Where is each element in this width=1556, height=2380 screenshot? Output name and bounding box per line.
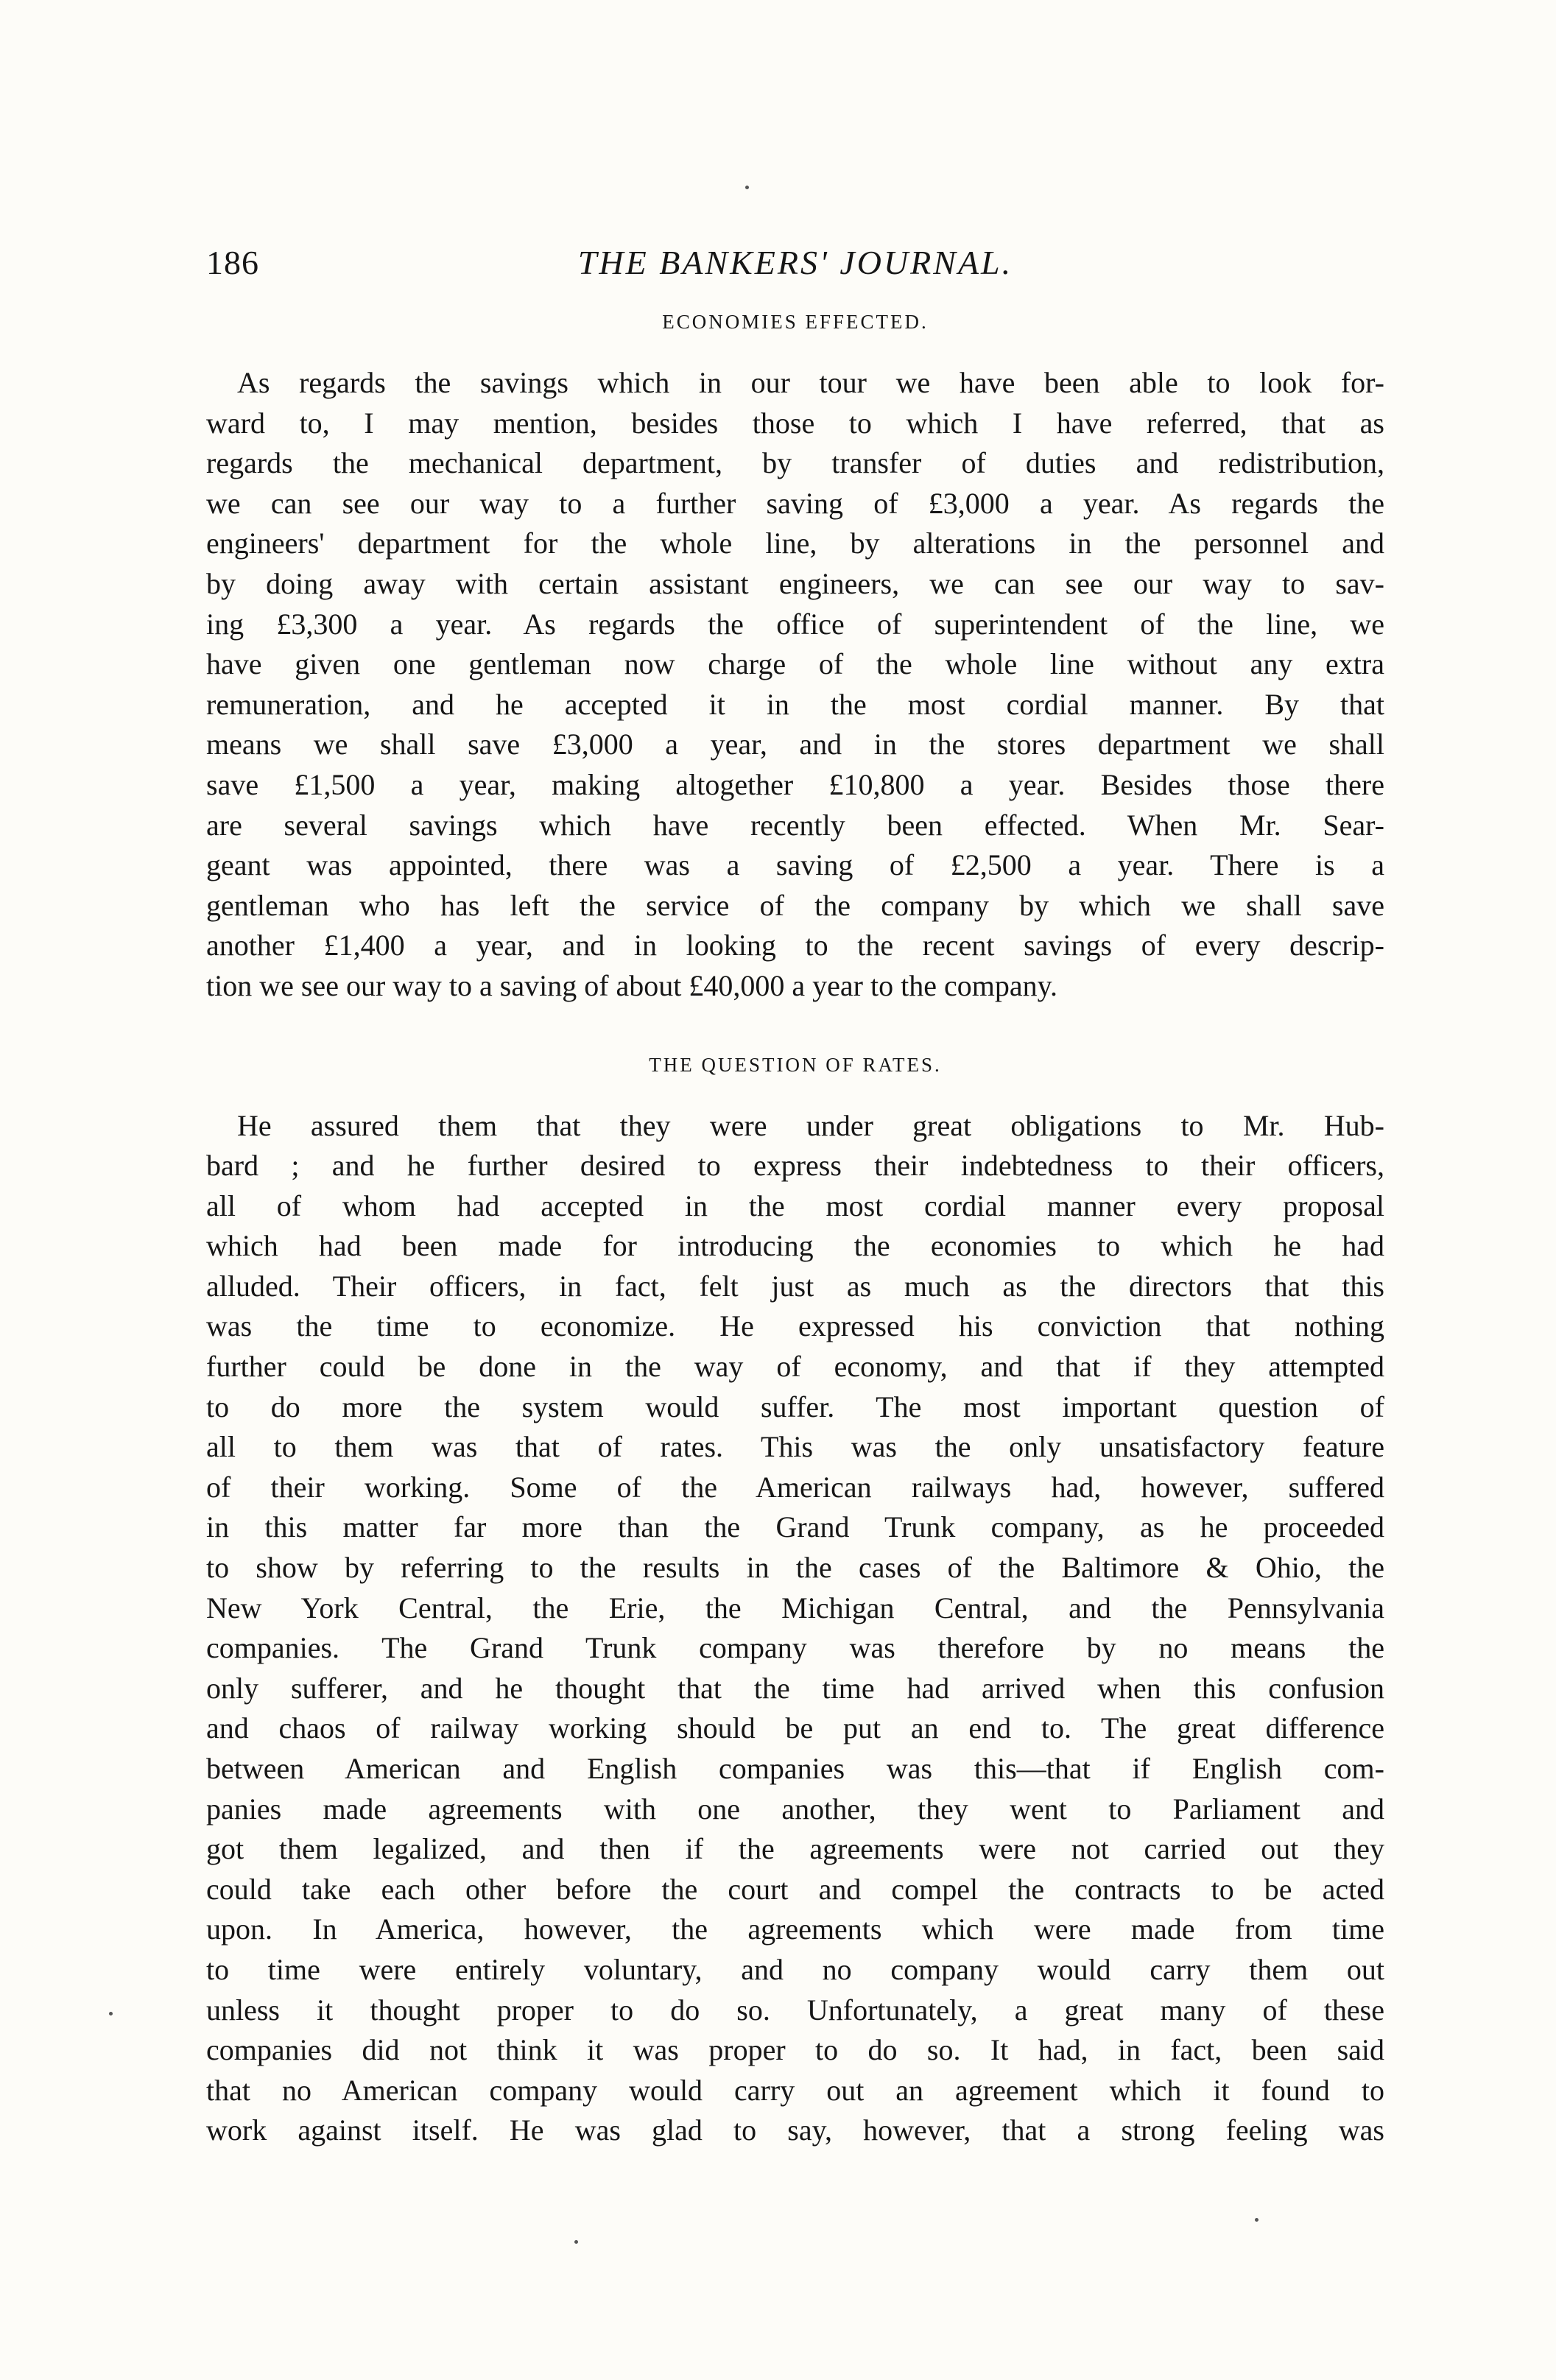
text-line: geant was appointed, there was a saving of £2,500 a year. There is a [206,848,1384,882]
journal-page [206,243,1384,2151]
text-line: could take each other before the court and compel the contracts to be acted [206,1872,1384,1906]
text-line: bard ; and he further desired to express their indebtedness to their officers, [206,1149,1384,1183]
text-line: another £1,400 a year, and in looking to the recent savings of every descrip- [206,929,1384,962]
text-line: in this matter far more than the Grand Trunk company, as he proceeded [206,1510,1384,1544]
section-economies-effected [206,311,1384,1007]
text-line: are several savings which have recently been effected. When Mr. Sear- [206,808,1384,842]
text-line: have given one gentleman now charge of the whole line without any extra [206,647,1384,681]
text-line: engineers' department for the whole line, by alterations in the personnel and [206,527,1384,560]
text-line: means we shall save £3,000 a year, and in the stores department we shall [206,728,1384,761]
text-line: tion we see our way to a saving of about £40,000 a year to the company. [206,968,1057,1002]
text-line: to show by referring to the results in the cases of the Baltimore & Ohio, the [206,1551,1384,1585]
paragraph [206,363,1384,1007]
text-line: ing £3,300 a year. As regards the office of superintendent of the line, we [206,607,1384,641]
text-line: to time were entirely voluntary, and no company would carry them out [206,1952,1384,1986]
print-speck [745,186,749,189]
text-line: and chaos of railway working should be put an end to. The great difference [206,1711,1384,1745]
page-number: 186 [206,244,259,281]
text-line: save £1,500 a year, making altogether £10,800 a year. Besides those there [206,767,1384,801]
text-line: unless it thought proper to do so. Unfortunately, a great many of these [206,1993,1384,2027]
text-line: was the time to economize. He expressed his conviction that nothing [206,1309,1384,1343]
text-line: to do more the system would suffer. The most important question of [206,1390,1384,1423]
text-line: which had been made for introducing the economies to which he had [206,1229,1384,1263]
text-line: by doing away with certain assistant engineers, we can see our way to sav- [206,566,1384,600]
text-line: As regards the savings which in our tour we have been able to look for- [237,366,1384,399]
section-heading: THE QUESTION OF RATES. [649,1053,942,1076]
running-head [206,243,1384,295]
text-line: of their working. Some of the American railways had, however, suffered [206,1470,1384,1504]
text-line: between American and English companies was this—that if English com- [206,1752,1384,1785]
print-speck [574,2240,578,2244]
text-line: gentleman who has left the service of the company by which we shall save [206,888,1384,922]
text-line: work against itself. He was glad to say, however, that a strong feeling was [206,2113,1384,2147]
text-line: further could be done in the way of economy, and that if they attempted [206,1350,1384,1384]
print-speck [1255,2218,1258,2222]
text-line: companies. The Grand Trunk company was therefore by no means the [206,1631,1384,1665]
text-line: got them legalized, and then if the agreements were not carried out they [206,1832,1384,1866]
print-speck [109,2012,113,2015]
paragraph [206,1106,1384,2151]
text-line: all of whom had accepted in the most cordial manner every proposal [206,1189,1384,1222]
text-line: alluded. Their officers, in fact, felt just as much as the directors that this [206,1269,1384,1303]
section-heading: ECONOMIES EFFECTED. [662,311,929,333]
text-line: that no American company would carry out an agreement which it found to [206,2073,1384,2107]
text-line: ward to, I may mention, besides those to which I have referred, that as [206,406,1384,440]
section-question-of-rates [206,1054,1384,2151]
journal-title: THE BANKERS' JOURNAL. [577,244,1013,281]
text-line: companies did not think it was proper to do so. It had, in fact, been said [206,2033,1384,2067]
text-line: New York Central, the Erie, the Michigan Central, and the Pennsylvania [206,1591,1384,1624]
text-line: only sufferer, and he thought that the time had arrived when this confusion [206,1671,1384,1705]
text-line: we can see our way to a further saving of £3,000 a year. As regards the [206,486,1384,520]
text-line: He assured them that they were under great obligations to Mr. Hub- [237,1108,1384,1142]
text-line: remuneration, and he accepted it in the most cordial manner. By that [206,687,1384,721]
text-line: upon. In America, however, the agreements which were made from time [206,1912,1384,1946]
text-line: all to them was that of rates. This was the only unsatisfactory feature [206,1430,1384,1464]
text-line: panies made agreements with one another, they went to Parliament and [206,1792,1384,1826]
text-line: regards the mechanical department, by transfer of duties and redistribution, [206,446,1384,480]
